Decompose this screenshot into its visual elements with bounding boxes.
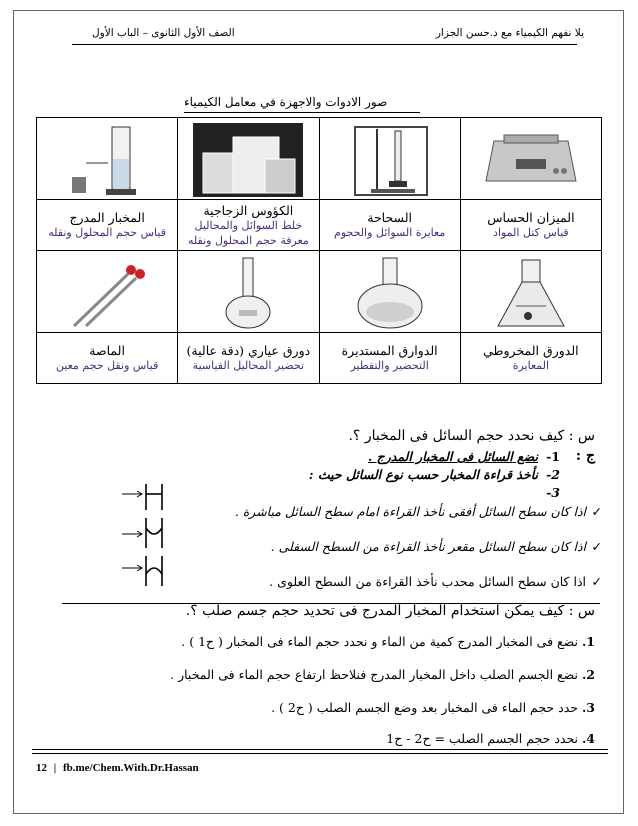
tool-use: المعايرة xyxy=(512,359,550,372)
step-text: نحدد حجم الجسم الصلب = ح2 - ح1 xyxy=(386,731,578,746)
tool-caption xyxy=(460,200,601,251)
step-text: نضع الجسم الصلب داخل المخبار المدرج فنلاحظ ارتفاع حجم الماء فى المخبار . xyxy=(170,667,578,682)
images-row-2 xyxy=(37,251,602,333)
step-number: 1. xyxy=(581,634,595,649)
flat-meniscus-icon xyxy=(120,484,170,510)
check-icon: ✓ xyxy=(591,574,602,589)
conical-flask-image xyxy=(476,256,586,330)
tool-use: خلط السوائل والمحاليل xyxy=(194,218,303,232)
graduated-cylinder-image xyxy=(52,123,162,197)
tool-caption xyxy=(319,333,460,384)
footer xyxy=(36,762,199,774)
tool-use: معرفة حجم المحلول ونقله xyxy=(187,233,309,247)
tool-name: الميزان الحساس xyxy=(487,210,575,225)
volumetric-flask-image xyxy=(193,256,303,330)
image-cell xyxy=(178,118,319,200)
page-number: 12 xyxy=(36,762,47,774)
case-text: اذا كان سطح السائل محدب نأخذ القراءة من السطح العلوى . xyxy=(269,574,586,589)
tools-table xyxy=(36,117,602,384)
step-number: 2. xyxy=(581,667,595,682)
header-left: الصف الأول الثانوى – الباب الأول xyxy=(92,27,235,39)
image-cell xyxy=(319,118,460,200)
images-row-1 xyxy=(37,118,602,200)
pipette-image xyxy=(52,256,162,330)
tool-name: الدورق المخروطي xyxy=(483,343,579,358)
tool-caption xyxy=(460,333,601,384)
tool-caption xyxy=(319,200,460,251)
question-2: س : كيف يمكن استخدام المخبار المدرج فى تحديد حجم جسم صلب ؟. xyxy=(185,603,595,619)
captions-row-1 xyxy=(37,200,602,251)
header-right: يلا نفهم الكيمياء مع د.حسن الجزار xyxy=(435,27,584,39)
footer-separator: | xyxy=(53,762,57,774)
tool-use: قياس ونقل حجم معين xyxy=(56,359,159,372)
captions-row-2 xyxy=(37,333,602,384)
footer-link[interactable]: fb.me/Chem.With.Dr.Hassan xyxy=(62,762,199,774)
step-number: 3. xyxy=(581,700,595,715)
tool-use: التحضير والتقطير xyxy=(350,359,429,372)
step-number: 4. xyxy=(581,731,595,746)
footer-rule xyxy=(32,749,608,750)
scale-image xyxy=(476,123,586,197)
step-text: نضع السائل فى المخبار المدرج . xyxy=(367,449,538,464)
check-icon: ✓ xyxy=(591,504,602,519)
step-number: 1- xyxy=(546,449,560,464)
tool-name: السحاحة xyxy=(367,210,412,225)
image-cell xyxy=(319,251,460,333)
tool-use: معايرة السوائل والحجوم xyxy=(334,226,446,239)
header-rule xyxy=(72,44,577,45)
tool-name: المخبار المدرج xyxy=(69,210,145,225)
answer-prefix: ج : xyxy=(575,448,595,464)
step-number: 2- xyxy=(546,467,560,482)
tool-name: الدوارق المستديرة xyxy=(341,343,438,358)
tool-caption xyxy=(178,200,319,251)
case-text: اذا كان سطح السائل أفقى نأخذ القراءة امام سطح السائل مباشرة . xyxy=(234,504,586,519)
question-1: س : كيف نحدد حجم السائل فى المخبار ؟. xyxy=(348,428,595,444)
tool-use: قياس كتل المواد xyxy=(493,226,569,239)
concave-meniscus-icon xyxy=(120,518,170,548)
check-icon: ✓ xyxy=(591,539,602,554)
convex-meniscus-icon xyxy=(120,556,170,586)
image-cell xyxy=(37,118,178,200)
step-text: نأخذ قراءة المخبار حسب نوع السائل حيث : xyxy=(308,467,538,482)
page-title: صور الادوات والاجهزة في معامل الكيمياء xyxy=(184,95,388,109)
image-cell xyxy=(460,251,601,333)
burette-image xyxy=(335,123,445,197)
tool-name: دورق عياري (دقة عالية) xyxy=(186,343,311,358)
image-cell xyxy=(37,251,178,333)
case-text: اذا كان سطح السائل مقعر نأخذ القراءة من السطح السفلى . xyxy=(270,539,586,554)
tool-name: الكؤوس الزجاجية xyxy=(203,202,294,218)
tool-name: الماصة xyxy=(89,343,125,358)
tool-caption xyxy=(178,333,319,384)
tool-caption xyxy=(37,333,178,384)
image-cell xyxy=(460,118,601,200)
tool-use: تحضير المحاليل القياسية xyxy=(192,359,305,372)
step-text: نضع فى المخبار المدرج كمية من الماء و نحدد حجم الماء فى المخبار ( ح1 ) . xyxy=(181,634,578,649)
image-cell xyxy=(178,251,319,333)
footer-rule xyxy=(32,753,608,754)
tool-use: قياس حجم المحلول ونقله xyxy=(48,226,166,239)
step-text: حدد حجم الماء فى المخبار بعد وضع الجسم الصلب ( ح2 ) . xyxy=(271,700,578,715)
beakers-image xyxy=(193,123,303,197)
step-number: 3- xyxy=(546,485,560,500)
round-flask-image xyxy=(335,256,445,330)
tool-caption xyxy=(37,200,178,251)
title-rule xyxy=(184,112,420,113)
